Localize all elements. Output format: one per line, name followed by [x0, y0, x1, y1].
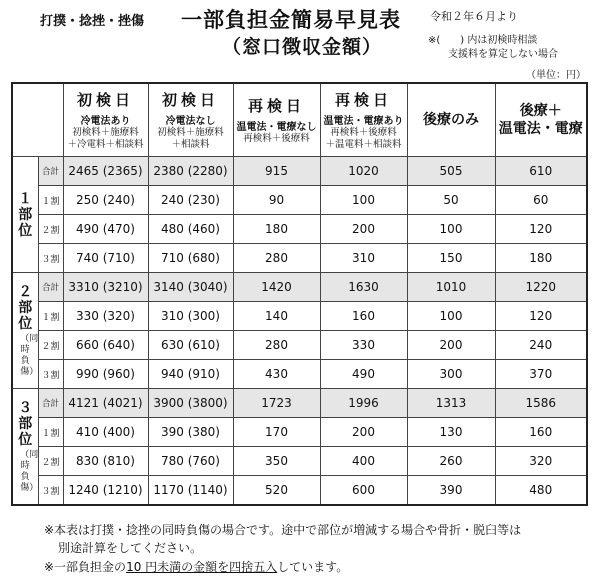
region-name: ２部位	[18, 283, 33, 332]
rate-label: １割	[38, 302, 63, 331]
table-row	[12, 389, 587, 418]
col-header-condition: 冷電法なし	[165, 116, 216, 127]
fee-cell: 1630	[320, 273, 407, 302]
col-header-title: 後療のみ	[423, 112, 479, 128]
fee-cell: 160	[320, 302, 407, 331]
fee-cell: 520	[233, 476, 320, 506]
col-header-formula: 再検料＋後療料	[330, 127, 397, 138]
fee-cell: 150	[407, 244, 495, 273]
col-header-title: 初検日	[76, 91, 134, 109]
fee-cell: 490	[320, 360, 407, 389]
fee-cell: 90	[233, 186, 320, 215]
column-header-row	[12, 83, 587, 157]
fee-cell: 505	[407, 157, 495, 186]
fee-cell: 390 (380)	[148, 418, 233, 447]
col-header-title: 再検日	[247, 97, 305, 115]
col-header-condition: 冷電法あり	[80, 116, 131, 127]
fee-cell: 3140 (3040)	[148, 273, 233, 302]
col-header-formula-2: ＋相談料	[171, 139, 210, 150]
table-row	[12, 273, 587, 302]
fee-cell: 330	[320, 331, 407, 360]
rate-label: 合計	[38, 157, 63, 186]
region-note: （同時負傷）	[20, 449, 39, 493]
fee-cell: 100	[407, 215, 495, 244]
bracket-note-line1: ※( ) 内は初検時相談	[428, 35, 538, 46]
fee-cell: 180	[495, 244, 587, 273]
rate-label: 合計	[38, 389, 63, 418]
fee-cell: 180	[233, 215, 320, 244]
col-header-6	[495, 83, 587, 157]
table-row	[12, 186, 587, 215]
fee-cell: 1723	[233, 389, 320, 418]
rate-label: １割	[38, 186, 63, 215]
fee-cell: 100	[407, 302, 495, 331]
fee-cell: 4121 (4021)	[63, 389, 148, 418]
fee-cell: 160	[495, 418, 587, 447]
fee-cell: 1020	[320, 157, 407, 186]
col-header-title: 後療＋	[519, 103, 562, 119]
region-note: （同時負傷）	[20, 333, 39, 377]
fee-cell: 200	[320, 418, 407, 447]
fee-table	[11, 82, 588, 506]
fee-cell: 260	[407, 447, 495, 476]
table-row	[12, 331, 587, 360]
footnote-rounding-rule: 10 円未満の金額を四捨五入	[126, 560, 278, 574]
region-label	[12, 389, 38, 506]
footnote-line2: 別途計算をしてください。	[58, 541, 203, 555]
col-header-2	[148, 83, 233, 157]
document-subtitle: （窓口徴収金額）	[222, 36, 383, 58]
fee-cell: 1010	[407, 273, 495, 302]
fee-cell: 120	[495, 302, 587, 331]
fee-cell: 280	[233, 331, 320, 360]
region-label	[12, 273, 38, 389]
fee-cell: 780 (760)	[148, 447, 233, 476]
fee-cell: 610	[495, 157, 587, 186]
fee-cell: 400	[320, 447, 407, 476]
table-row	[12, 244, 587, 273]
rate-label: 合計	[38, 273, 63, 302]
fee-cell: 480	[495, 476, 587, 506]
document-title: 一部負担金簡易早見表	[181, 8, 401, 32]
fee-cell: 140	[233, 302, 320, 331]
fee-cell: 320	[495, 447, 587, 476]
col-header-3	[233, 83, 320, 157]
fee-cell: 100	[320, 186, 407, 215]
col-header-condition: 温電法・電療	[498, 121, 583, 137]
col-header-formula-2: ＋冷電料＋相談料	[67, 139, 144, 150]
fee-cell: 200	[320, 215, 407, 244]
footnote-line3-pre: ※一部負担金の	[44, 560, 127, 574]
fee-cell: 600	[320, 476, 407, 506]
table-row	[12, 157, 587, 186]
fee-cell: 1420	[233, 273, 320, 302]
fee-cell: 200	[407, 331, 495, 360]
effective-date: 令和２年６月より	[430, 10, 518, 23]
fee-cell: 350	[233, 447, 320, 476]
col-header-formula: 初検料＋施療料	[157, 127, 224, 138]
rate-label: ２割	[38, 447, 63, 476]
fee-cell: 280	[233, 244, 320, 273]
fee-cell: 1996	[320, 389, 407, 418]
col-header-condition: 温電法・電療なし	[236, 122, 317, 133]
fee-cell: 390	[407, 476, 495, 506]
fee-cell: 330 (320)	[63, 302, 148, 331]
fee-cell: 660 (640)	[63, 331, 148, 360]
fee-cell: 710 (680)	[148, 244, 233, 273]
fee-cell: 430	[233, 360, 320, 389]
fee-cell: 2465 (2365)	[63, 157, 148, 186]
fee-cell: 915	[233, 157, 320, 186]
rate-label: ３割	[38, 244, 63, 273]
fee-cell: 1220	[495, 273, 587, 302]
table-row	[12, 215, 587, 244]
fee-cell: 1313	[407, 389, 495, 418]
col-header-formula: 再検料＋後療料	[243, 133, 310, 144]
footnote-line3	[44, 558, 348, 575]
fee-cell: 1170 (1140)	[148, 476, 233, 506]
rate-label: ２割	[38, 215, 63, 244]
fee-cell: 480 (460)	[148, 215, 233, 244]
fee-cell: 1240 (1210)	[63, 476, 148, 506]
col-header-title: 初検日	[161, 91, 219, 109]
col-header-title: 再検日	[334, 91, 392, 109]
table-row	[12, 302, 587, 331]
table-row	[12, 418, 587, 447]
injury-types: 打撲・捻挫・挫傷	[40, 14, 145, 29]
unit-label: （単位：円）	[526, 70, 586, 81]
footnote-line3-post: しています。	[277, 560, 349, 574]
fee-cell: 240 (230)	[148, 186, 233, 215]
col-header-4	[320, 83, 407, 157]
fee-cell: 990 (960)	[63, 360, 148, 389]
fee-cell: 60	[495, 186, 587, 215]
col-header-condition: 温電法・電療あり	[323, 116, 404, 127]
fee-cell: 490 (470)	[63, 215, 148, 244]
fee-cell: 630 (610)	[148, 331, 233, 360]
col-header-1	[63, 83, 148, 157]
region-name: １部位	[18, 190, 33, 239]
fee-cell: 250 (240)	[63, 186, 148, 215]
fee-cell: 310	[320, 244, 407, 273]
rate-label: ２割	[38, 331, 63, 360]
fee-cell: 3900 (3800)	[148, 389, 233, 418]
rate-label: ３割	[38, 476, 63, 506]
fee-cell: 50	[407, 186, 495, 215]
rate-label: １割	[38, 418, 63, 447]
region-label	[12, 157, 38, 273]
fee-cell: 2380 (2280)	[148, 157, 233, 186]
fee-cell: 130	[407, 418, 495, 447]
corner-cell	[12, 83, 63, 157]
col-header-formula: 初検料＋施療料	[72, 127, 139, 138]
table-row	[12, 360, 587, 389]
fee-cell: 370	[495, 360, 587, 389]
fee-cell: 940 (910)	[148, 360, 233, 389]
col-header-5	[407, 83, 495, 157]
fee-cell: 240	[495, 331, 587, 360]
fee-cell: 170	[233, 418, 320, 447]
col-header-formula-2: ＋温電料＋相談料	[325, 139, 402, 150]
fee-cell: 410 (400)	[63, 418, 148, 447]
bracket-note-line2: 支援料を算定しない場合	[448, 49, 558, 60]
document-header	[0, 0, 598, 90]
fee-cell: 120	[495, 215, 587, 244]
table-row	[12, 476, 587, 506]
fee-cell: 830 (810)	[63, 447, 148, 476]
footnote-line1: ※本表は打撲・捻挫の同時負傷の場合です。途中で部位が増減する場合や骨折・脱臼等は	[44, 523, 522, 537]
region-name: ３部位	[18, 399, 33, 448]
fee-cell: 3310 (3210)	[63, 273, 148, 302]
fee-cell: 1586	[495, 389, 587, 418]
fee-cell: 300	[407, 360, 495, 389]
fee-cell: 310 (300)	[148, 302, 233, 331]
fee-cell: 740 (710)	[63, 244, 148, 273]
table-row	[12, 447, 587, 476]
rate-label: ３割	[38, 360, 63, 389]
